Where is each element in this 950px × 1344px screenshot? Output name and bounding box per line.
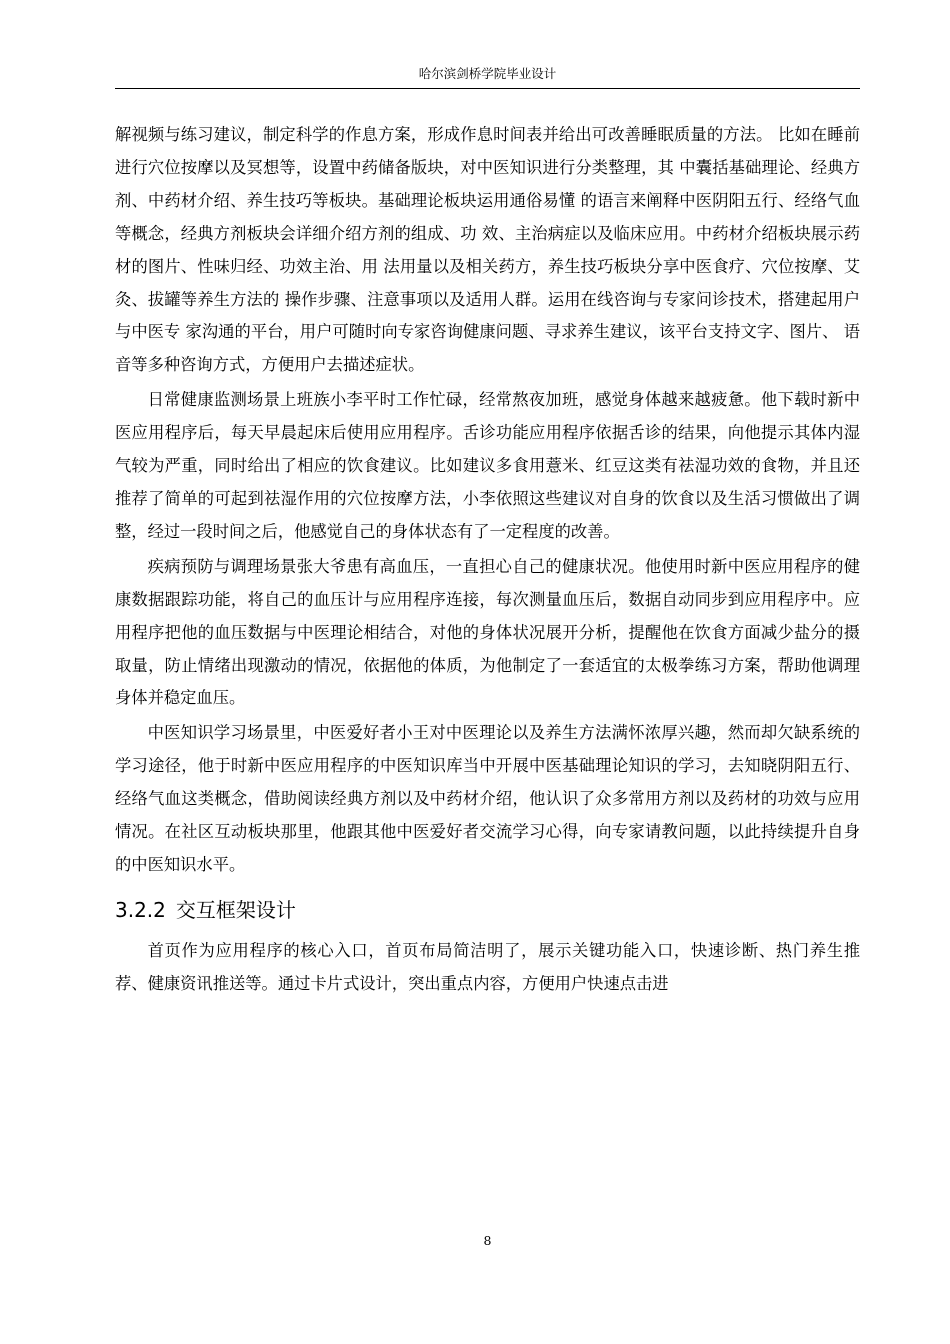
section-number: 3.2.2 xyxy=(115,897,166,922)
page-header: 哈尔滨剑桥学院毕业设计 xyxy=(418,66,557,81)
page-number: 8 xyxy=(483,1233,492,1248)
section-title: 交互框架设计 xyxy=(175,897,296,922)
header-divider xyxy=(115,88,860,89)
section-heading xyxy=(115,885,860,935)
document-body xyxy=(115,119,860,1001)
paragraph-tcm-knowledge-learning: 中医知识学习场景里，中医爱好者小王对中医理论以及养生方法满怀浓厚兴趣，然而却欠缺系统的学习途径，他于时新中医应用程序的中医知识库当中开展中医基础理论知识的学习，去知晓阴阳五行、经络气血这类概念，借助阅读经典方剂以及中药材介绍，他认识了众多常用方剂以及药材的功效与应用情况。在社区互动板块那里，他跟其他中医爱好者交流学习心得，向专家请教问题，以此持续提升自身的中医知识水平。 xyxy=(115,723,860,874)
paragraph-disease-prevention: 疾病预防与调理场景张大爷患有高血压，一直担心自己的健康状况。他使用时新中医应用程序的健康数据跟踪功能，将自己的血压计与应用程序连接，每次测量血压后，数据自动同步到应用程序中。应用程序把他的血压数据与中医理论相结合，对他的身体状况展开分析，提醒他在饮食方面减少盐分的摄取量，防止情绪出现激动的情况，依据他的体质，为他制定了一套适宜的太极拳练习方案，帮助他调理身体并稳定血压。 xyxy=(115,556,860,708)
paragraph-daily-health-monitoring: 日常健康监测场景上班族小李平时工作忙碌，经常熬夜加班，感觉身体越来越疲惫。他下载时新中医应用程序后，每天早晨起床后使用应用程序。舌诊功能应用程序依据舌诊的结果，向他提示其体内湿气较为严重，同时给出了相应的饮食建议。比如建议多食用薏米、红豆这类有祛湿功效的食物，并且还推荐了简单的可起到祛湿作用的穴位按摩方法，小李依照这些建议对自身的饮食以及生活习惯做出了调整，经过一段时间之后，他感觉自己的身体状态有了一定程度的改善。 xyxy=(115,390,860,541)
paragraph-continued: 解视频与练习建议，制定科学的作息方案，形成作息时间表并给出可改善睡眠质量的方法。 比如在睡前进行穴位按摩以及冥想等，设置中药储备版块，对中医知识进行分类整理，其 中囊括基础理论、经典方剂、中药材介绍、养生技巧等板块。基础理论板块运用通俗易懂 的语言来阐释中医阴阳五行、经络气血等概念，经典方剂板块会详细介绍方剂的组成、功 效、主治病症以及临床应用。中药材介绍板块展示药材的图片、性味归经、功效主治、用 法用量以及相关药方，养生技巧板块分享中医食疗、穴位按摩、艾灸、拔罐等养生方法的 操作步骤、注意事项以及适用人群。运用在线咨询与专家问诊技术，搭建起用户与中医专 家沟通的平台，用户可随时向专家咨询健康问题、寻求养生建议，该平台支持文字、图片、 语音等多种咨询方式，方便用户去描述症状。 xyxy=(115,125,860,375)
paragraph-homepage-design: 首页作为应用程序的核心入口，首页布局简洁明了，展示关键功能入口，快速诊断、热门养生推荐、健康资讯推送等。通过卡片式设计，突出重点内容，方便用户快速点击进 xyxy=(115,940,860,993)
